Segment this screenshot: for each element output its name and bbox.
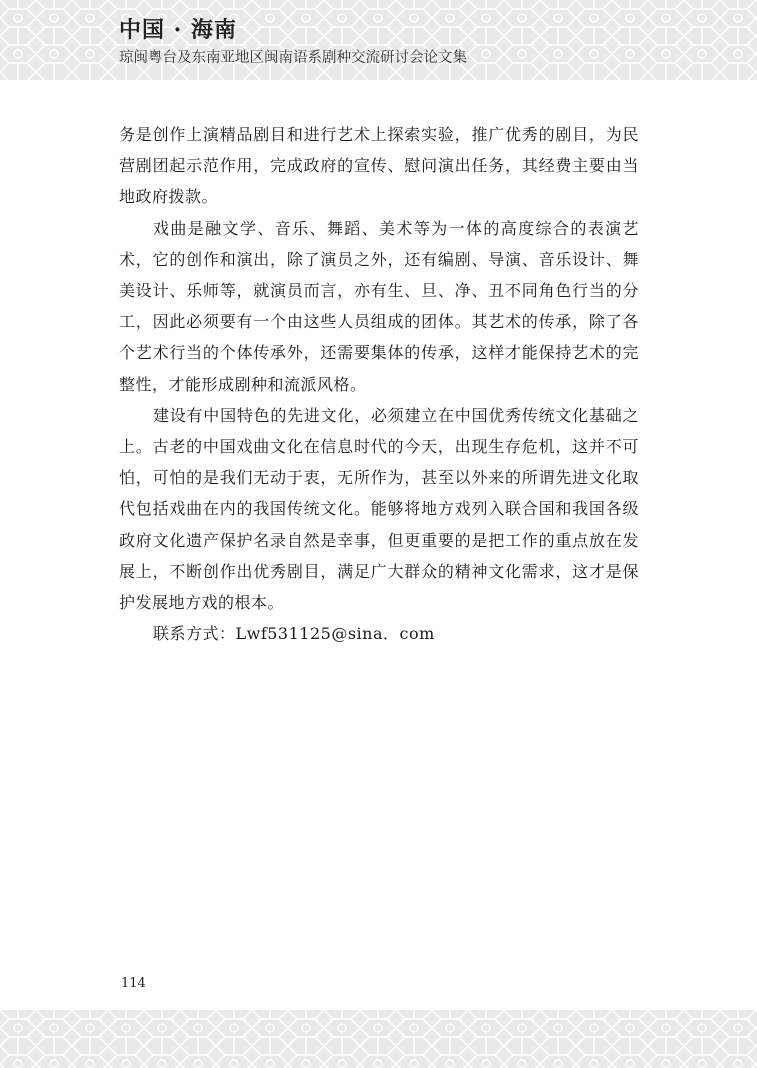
header-text: [119, 16, 467, 68]
body-text: [119, 119, 639, 649]
header-subtitle: 琼闽粤台及东南亚地区闽南语系剧种交流研讨会论文集: [119, 50, 467, 66]
header-title: 中国 · 海南: [119, 17, 237, 43]
header-band: [0, 0, 757, 80]
paragraph-2: 戏曲是融文学、音乐、舞蹈、美术等为一体的高度综合的表演艺术，它的创作和演出，除了演员之外，还有编剧、导演、音乐设计、舞美设计、乐师等，就演员而言，亦有生、旦、净、丑不同角色行当的分工，因此必须要有一个由这些人员组成的团体。其艺术的传承，除了各个艺术行当的个体传承外，还需要集体的传承，这样才能保持艺术的完整性，才能形成剧种和流派风格。: [119, 218, 639, 394]
contact-line: 联系方式：Lwf531125@sina．com: [153, 624, 435, 644]
page-number: 114: [121, 976, 146, 991]
footer-lattice-pattern: [0, 1010, 757, 1068]
footer-band: [0, 1010, 757, 1068]
paragraph-1: 务是创作上演精品剧目和进行艺术上探索实验，推广优秀的剧目，为民营剧团起示范作用，完成政府的宣传、慰问演出任务，其经费主要由当地政府拨款。: [119, 125, 639, 207]
paragraph-3: 建设有中国特色的先进文化，必须建立在中国优秀传统文化基础之上。古老的中国戏曲文化在信息时代的今天，出现生存危机，这并不可怕，可怕的是我们无动于衷，无所作为，甚至以外来的所谓先进文化取代包括戏曲在内的我国传统文化。能够将地方戏列入联合国和我国各级政府文化遗产保护名录自然是幸事，但更重要的是把工作的重点放在发展上，不断创作出优秀剧目，满足广大群众的精神文化需求，这才是保护发展地方戏的根本。: [119, 405, 639, 613]
